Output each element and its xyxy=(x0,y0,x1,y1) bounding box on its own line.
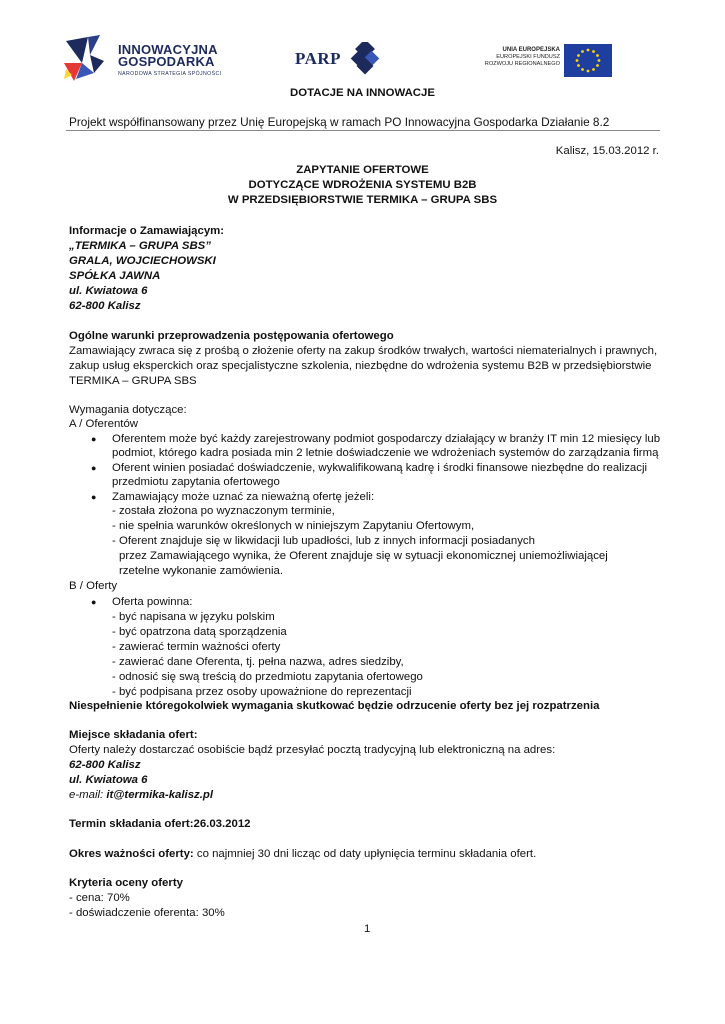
submission-street: ul. Kwiatowa 6 xyxy=(69,774,148,786)
b-sub-item: - zawierać termin ważności oferty xyxy=(112,641,281,653)
validity-row xyxy=(69,848,536,860)
ig-line2: GOSPODARKA xyxy=(118,54,215,69)
b-sub-item: - odnosić się swą treścią do przedmiotu zapytania ofertowego xyxy=(112,671,423,683)
heading-line-1: ZAPYTANIE OFERTOWE xyxy=(296,164,429,176)
ig-line1: INNOWACYJNA xyxy=(118,42,218,57)
section-b-label: B / Oferty xyxy=(69,580,118,592)
general-line: TERMIKA – GRUPA SBS xyxy=(69,375,197,387)
innowacyjna-gospodarka-logo xyxy=(60,33,240,85)
a-bullet-1-line-2: podmiot, którego kadra posiada min 2 letnie doświadczenie we wdrożeniach systemów do zarządzania firmą xyxy=(112,447,659,459)
a-sub-item: rzetelne wykonanie zamówienia. xyxy=(119,565,283,577)
general-line: zakup usług eksperckich oraz specjalistyczne szkolenia, niezbędne do wdrożenia systemu B2B w przedsiębiorstwie xyxy=(69,360,652,372)
submission-text: Oferty należy dostarczać osobiście bądź przesyłać pocztą tradycyjną lub elektroniczną na adres: xyxy=(69,744,556,756)
validity-text: co najmniej 30 dni licząc od daty upłynięcia terminu składania ofert. xyxy=(193,848,537,860)
bullet-icon: ● xyxy=(91,492,97,502)
b-sub-item: - być opatrzona datą sporządzenia xyxy=(112,626,287,638)
b-bullet: Oferta powinna: xyxy=(112,596,193,608)
a-sub-item: - została złożona po wyznaczonym terminie, xyxy=(112,505,335,517)
submission-city: 62-800 Kalisz xyxy=(69,759,141,771)
eu-logo xyxy=(484,44,612,77)
criteria-item: - cena: 70% xyxy=(69,892,130,904)
criteria-item: - doświadczenie oferenta: 30% xyxy=(69,907,225,919)
a-sub-item: - nie spełnia warunków określonych w niniejszym Zapytaniu Ofertowym, xyxy=(112,520,475,532)
submission-title: Miejsce składania ofert: xyxy=(69,729,198,741)
ue-line3: ROZWOJU REGIONALNEGO xyxy=(484,61,560,67)
buyer-line: „TERMIKA – GRUPA SBS” xyxy=(69,240,211,252)
bullet-icon: ● xyxy=(91,597,97,607)
b-sub-item: - być podpisana przez osoby upoważnione do reprezentacji xyxy=(112,686,412,698)
ue-line1: UNIA EUROPEJSKA xyxy=(502,47,560,53)
deadline-text: Termin składania ofert:26.03.2012 xyxy=(69,818,251,830)
a-sub-item: przez Zamawiającego wynika, że Oferent znajduje się w sytuacji ekonomicznej uniemożliwiającej xyxy=(119,550,608,562)
buyer-line: ul. Kwiatowa 6 xyxy=(69,285,148,297)
a-bullet-2-line-2: przedmiotu zapytania ofertowego xyxy=(112,476,280,488)
requirements-intro: Wymagania dotyczące: xyxy=(69,404,187,416)
a-bullet-3: Zamawiający może uznać za nieważną ofertę jeżeli: xyxy=(112,491,375,503)
header-logos xyxy=(0,0,725,95)
buyer-line: SPÓŁKA JAWNA xyxy=(69,270,161,282)
criteria-title: Kryteria oceny oferty xyxy=(69,877,183,889)
a-sub-item: - Oferent znajduje się w likwidacji lub upadłości, lub z innych informacji posiadanych xyxy=(112,535,535,547)
b-sub-item: - być napisana w języku polskim xyxy=(112,611,275,623)
general-line: Zamawiający zwraca się z prośbą o złożenie oferty na zakup środków trwałych, wartości niematerialnych i prawnych, xyxy=(69,345,658,357)
validity-label: Okres ważności oferty: xyxy=(69,848,194,860)
parp-label: PARP xyxy=(295,49,342,68)
parp-logo xyxy=(295,42,385,77)
buyer-line: GRALA, WOJCIECHOWSKI xyxy=(69,255,216,267)
ig-emblem-icon xyxy=(60,33,116,85)
ig-subtitle: NARODOWA STRATEGIA SPÓJNOŚCI xyxy=(118,71,222,77)
a-bullet-2-line-1: Oferent winien posiadać doświadczenie, wykwalifikowaną kadrę i środki finansowe niezbędne do realizacji xyxy=(112,462,648,474)
b-sub-item: - zawierać dane Oferenta, tj. pełna nazwa, adres siedziby, xyxy=(112,656,404,668)
dotacje-title: DOTACJE NA INNOWACJE xyxy=(290,87,435,99)
email-link[interactable]: it@termika-kalisz.pl xyxy=(106,789,214,801)
a-bullet-1-line-1: Oferentem może być każdy zarejestrowany podmiot gospodarczy działający w branży IT min 12 miesięcy lub xyxy=(112,433,661,445)
bullet-icon: ● xyxy=(91,434,97,444)
heading-line-2: DOTYCZĄCE WDROŻENIA SYSTEMU B2B xyxy=(248,179,477,191)
general-title: Ogólne warunki przeprowadzenia postępowania ofertowego xyxy=(69,330,394,342)
parp-emblem-icon xyxy=(350,42,380,76)
place-date: Kalisz, 15.03.2012 r. xyxy=(555,145,659,157)
buyer-line: 62-800 Kalisz xyxy=(69,300,141,312)
project-line: Projekt współfinansowany przez Unię Europejską w ramach PO Innowacyjna Gospodarka Działanie 8.2 xyxy=(69,115,610,129)
header-divider xyxy=(66,130,660,131)
eu-flag-icon xyxy=(564,44,612,77)
heading-line-3: W PRZEDSIĘBIORSTWIE TERMIKA – GRUPA SBS xyxy=(227,194,498,206)
warning-text: Niespełnienie któregokolwiek wymagania skutkować będzie odrzucenie oferty bez jej rozpatrzenia xyxy=(69,700,600,712)
submission-email-row xyxy=(69,789,213,801)
ue-line2: EUROPEJSKI FUNDUSZ xyxy=(496,54,560,60)
bullet-icon: ● xyxy=(91,463,97,473)
page-number: 1 xyxy=(364,923,371,935)
section-a-label: A / Oferentów xyxy=(69,418,139,430)
email-label: e-mail: xyxy=(69,789,107,801)
buyer-label: Informacje o Zamawiającym: xyxy=(69,225,225,237)
